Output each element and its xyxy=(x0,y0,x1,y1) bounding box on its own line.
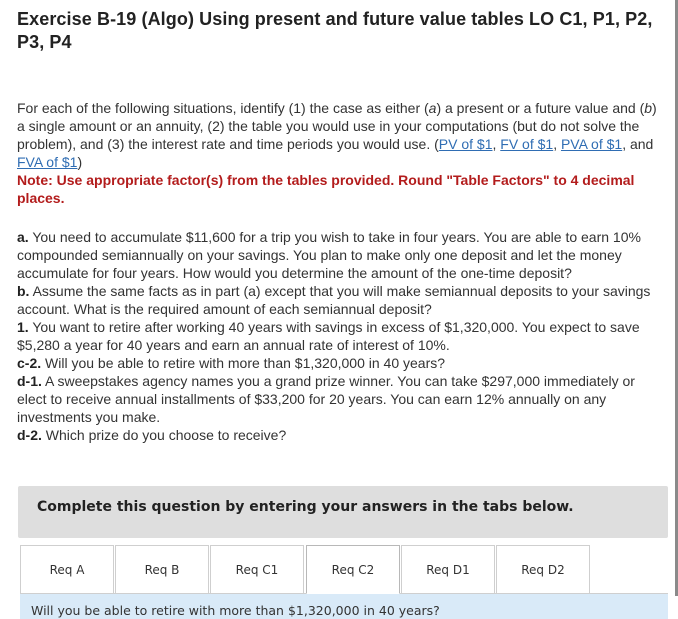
tab-req-a[interactable]: Req A xyxy=(20,545,114,593)
note-text: Note: Use appropriate factor(s) from the tables provided. Round "Table Factors" to 4 decimal places. xyxy=(17,172,635,206)
panel-text: Complete this question by entering your answers in the tabs below. xyxy=(37,499,574,515)
part-c1: 1. You want to retire after working 40 years with savings in excess of $1,320,000. You expect to save $5,280 a year for 40 years and earn an annual rate of interest of 10%. xyxy=(17,319,640,353)
part-a: a. You need to accumulate $11,600 for a trip you wish to take in four years. You are able to earn 10% compounded semiannually on your savings. You plan to make only one deposit and let the money accumulate for four years. How would you determine the amount of the one-time deposit? xyxy=(17,229,641,281)
part-d2: d-2. Which prize do you choose to receive? xyxy=(17,427,287,443)
question-header xyxy=(20,594,668,619)
pva-of-1-link[interactable]: PVA of $1 xyxy=(560,136,623,152)
pv-of-1-link[interactable]: PV of $1 xyxy=(438,136,493,152)
tab-req-c1[interactable]: Req C1 xyxy=(210,545,304,593)
instruction-panel xyxy=(18,486,668,538)
instructions: For each of the following situations, identify (1) the case as either (a) a present or a future value and (b) a single amount or an annuity, (2) the table you would use in your computations (but do not solve the problem), and (3) the interest rate and time periods you would use. (PV of $1, FV of $1, PVA of $1, and FVA of $1) Note: Use appropriate factor(s) from the tables provided. Round "Table Factors" to 4 decimal places. xyxy=(17,99,667,207)
tab-req-c2[interactable]: Req C2 xyxy=(306,545,400,594)
question-text: Will you be able to retire with more than $1,320,000 in 40 years? xyxy=(31,603,440,618)
requirement-tabs xyxy=(20,545,668,593)
tab-req-d2[interactable]: Req D2 xyxy=(496,545,590,593)
part-b: b. Assume the same facts as in part (a) except that you will make semiannual deposits to your savings account. What is the required amount of each semiannual deposit? xyxy=(17,283,651,317)
part-c2: c-2. Will you be able to retire with more than $1,320,000 in 40 years? xyxy=(17,355,446,371)
tab-req-d1[interactable]: Req D1 xyxy=(401,545,495,593)
problem-parts xyxy=(17,228,667,444)
fva-of-1-link[interactable]: FVA of $1 xyxy=(17,154,78,170)
part-d1: d-1. A sweepstakes agency names you a grand prize winner. You can take $297,000 immediately or elect to receive annual installments of $33,200 for 20 years. You can earn 12% annually on any investments you make. xyxy=(17,373,635,425)
fv-of-1-link[interactable]: FV of $1 xyxy=(500,136,554,152)
tab-req-b[interactable]: Req B xyxy=(115,545,209,593)
exercise-title: Exercise B-19 (Algo) Using present and future value tables LO C1, P1, P2, P3, P4 xyxy=(17,9,653,52)
